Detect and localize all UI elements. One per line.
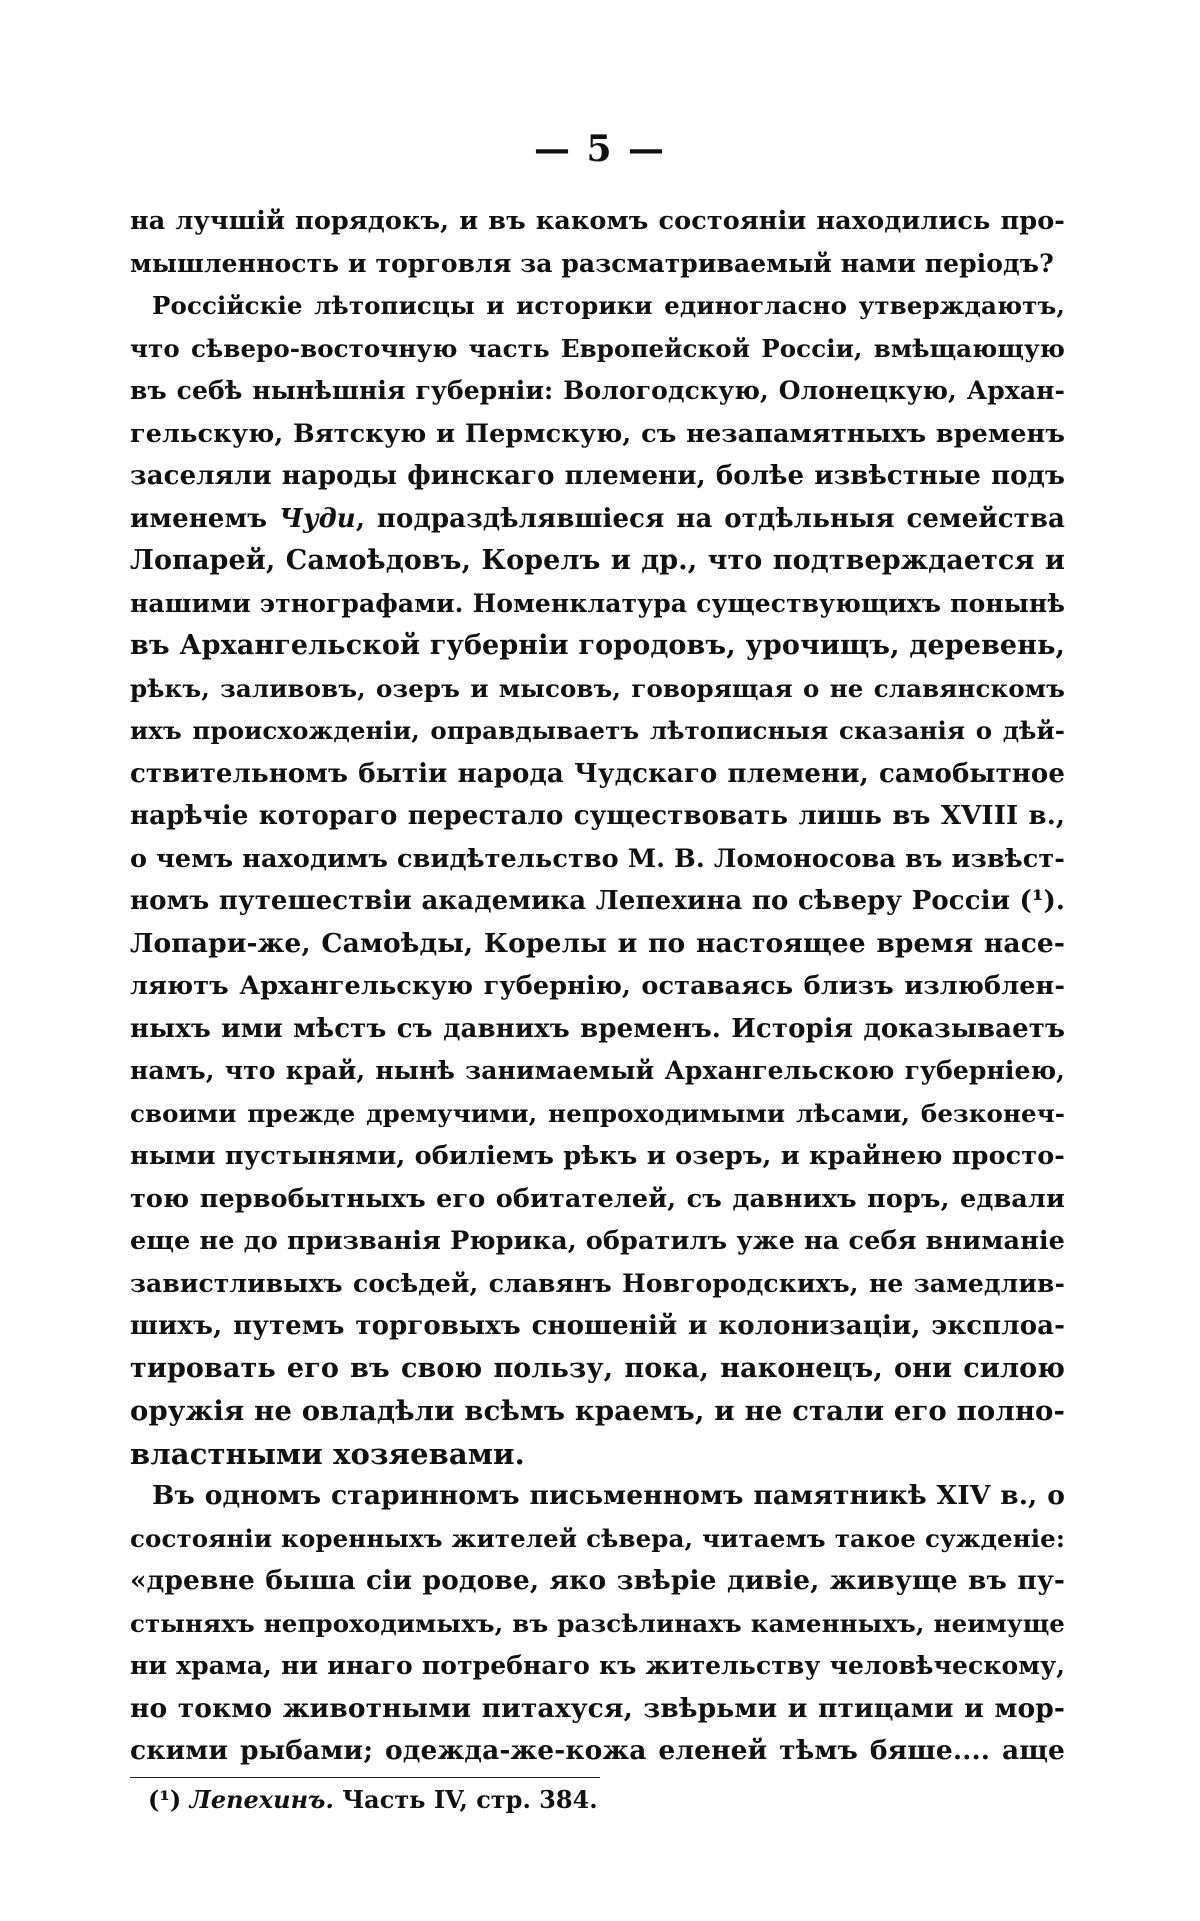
text-line: заселяли народы финскаго племени, болѣе извѣстные подъ (130, 461, 1065, 491)
footnote (148, 1782, 598, 1818)
text-line: въ Архангельской губерніи городовъ, урочищъ, деревень, (130, 630, 1065, 661)
text-line: Россійскіе лѣтописцы и историки единогласно утверждаютъ, (152, 291, 1065, 320)
text-line: но токмо животными питахуся, звѣрьми и птицами и мор- (130, 1692, 1065, 1724)
text-line: нашими этнографами. Номенклатура существующихъ понынѣ (130, 588, 1065, 618)
text-line: еще не до призванія Рюрика, обратилъ уже на себя вниманіе (130, 1226, 1065, 1256)
footnote-author: Лепехинъ. (189, 1785, 334, 1814)
footnote-divider (130, 1777, 600, 1778)
text-line: на лучшій порядокъ, и въ какомъ состояніи находились про- (130, 206, 1065, 236)
text-line: Лопарей, Самоѣдовъ, Корелъ и др., что подтверждается и (130, 545, 1065, 576)
text-line: властными хозяевами. (130, 1436, 525, 1471)
text-line: намъ, что край, нынѣ занимаемый Архангельскою губерніею, (130, 1056, 1065, 1085)
text-line: ствительномъ бытіи народа Чудскаго племени, самобытное (130, 758, 1065, 789)
text-line: нарѣчіе котораго перестало существовать лишь въ XVIII в., (130, 801, 1065, 831)
text-line: тою первобытныхъ его обитателей, съ давнихъ поръ, едвали (130, 1183, 1065, 1214)
text-line: ныхъ ими мѣстъ съ давнихъ временъ. Исторія доказываетъ (130, 1013, 1065, 1044)
text-line: номъ путешествіи академика Лепехина по сѣверу Россіи (¹). (130, 886, 1065, 916)
body-text (130, 200, 1065, 1773)
text-line: ихъ происхожденіи, оправдываетъ лѣтописныя сказанія о дѣй- (130, 716, 1065, 745)
text-line: «древне быша сіи родове, яко звѣріе дивіе, живуще въ пу- (130, 1565, 1065, 1596)
text-line: своими прежде дремучими, непроходимыми лѣсами, безконеч- (130, 1098, 1065, 1128)
text-line: состояніи коренныхъ жителей сѣвера, читаемъ такое сужденіе: (130, 1523, 1065, 1553)
text-line: именемъ Чуди, подраздѣлявшіеся на отдѣльныя семейства (130, 503, 1065, 534)
footnote-reference: Часть IV, стр. 384. (342, 1785, 598, 1814)
text-line: шихъ, путемъ торговыхъ сношеній и колонизаціи, эксплоа- (130, 1311, 1065, 1341)
text-line: тировать его въ свою пользу, пока, наконецъ, они силою (130, 1352, 1065, 1384)
text-line: Въ одномъ старинномъ письменномъ памятникѣ XIV в., о (152, 1480, 1065, 1511)
text-line: что сѣверо-восточную часть Европейской Россіи, вмѣщающую (130, 333, 1065, 363)
text-line: ни храма, ни инаго потребнаго къ жительству человѣческому, (130, 1651, 1065, 1680)
text-line: стыняхъ непроходимыхъ, въ разсѣлинахъ каменныхъ, неимуще (130, 1608, 1065, 1638)
text-line: въ себѣ нынѣшнія губерніи: Вологодскую, Олонецкую, Архан- (130, 376, 1065, 405)
text-line: скими рыбами; одежда-же-кожа еленей тѣмъ бяше.... аще (130, 1735, 1065, 1766)
page-number: — 5 — (533, 128, 667, 170)
text-line: Лопари-же, Самоѣды, Корелы и по настоящее время насе- (130, 927, 1065, 959)
text-line: завистливыхъ сосѣдей, славянъ Новгородскихъ, не замедлив- (130, 1268, 1065, 1298)
text-line: рѣкъ, заливовъ, озеръ и мысовъ, говорящая о не славянскомъ (130, 673, 1065, 703)
text-line: мышленность и торговля за разсматриваемый нами періодъ? (130, 248, 1054, 278)
text-line: ными пустынями, обиліемъ рѣкъ и озеръ, и крайнею просто- (130, 1141, 1065, 1171)
text-line: оружія не овладѣли всѣмъ краемъ, и не стали его полно- (130, 1395, 1065, 1427)
text-line: ляютъ Архангельскую губернію, оставаясь близъ излюблен- (130, 971, 1065, 1001)
text-line: гельскую, Вятскую и Пермскую, съ незапамятныхъ временъ (130, 418, 1065, 449)
italic-word: Чуди (279, 503, 356, 534)
text-line: о чемъ находимъ свидѣтельство М. В. Ломоносова въ извѣст- (130, 843, 1065, 874)
footnote-marker: (¹) (148, 1785, 182, 1814)
